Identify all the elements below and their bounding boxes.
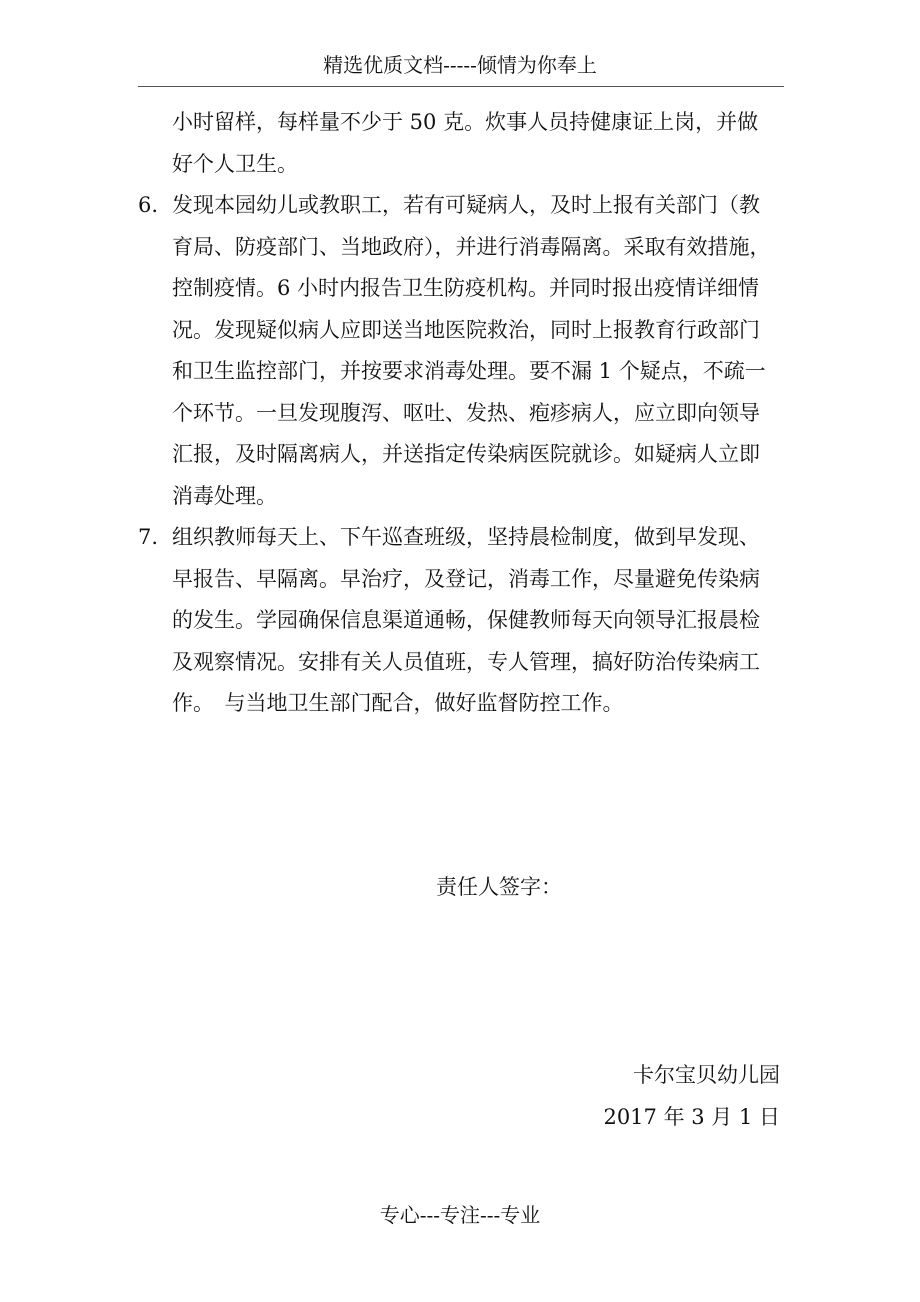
signature-label: 责任人签字： bbox=[436, 875, 562, 899]
page-footer: 专心---专注---专业 bbox=[379, 1203, 541, 1227]
text-line: 发现本园幼儿或教职工，若有可疑病人，及时上报有关部门（教 bbox=[172, 193, 760, 217]
header-divider bbox=[138, 86, 784, 87]
text-line: 汇报，及时隔离病人，并送指定传染病医院就诊。如疑病人立即 bbox=[172, 442, 760, 466]
text-line: 小时留样，每样量不少于 50 克。炊事人员持健康证上岗，并做 bbox=[172, 110, 759, 134]
text-line: 控制疫情。6 小时内报告卫生防疫机构。并同时报出疫情详细情 bbox=[172, 276, 760, 300]
text-line: 组织教师每天上、下午巡查班级，坚持晨检制度，做到早发现、 bbox=[172, 525, 760, 549]
text-line: 消毒处理。 bbox=[172, 483, 277, 508]
text-line: 和卫生监控部门，并按要求消毒处理。要不漏 1 个疑点，不疏一 bbox=[172, 359, 766, 383]
list-item-7 bbox=[138, 517, 798, 725]
text-line: 况。发现疑似病人应即送当地医院救治，同时上报教育行政部门 bbox=[172, 317, 760, 342]
document-date: 2017 年 3 月 1 日 bbox=[603, 1105, 780, 1129]
list-item-number: 6. bbox=[138, 193, 159, 217]
page-header: 精选优质文档-----倾情为你奉上 bbox=[323, 53, 597, 77]
text-line: 好个人卫生。 bbox=[172, 151, 298, 176]
text-line: 育局、防疫部门、当地政府），并进行消毒隔离。采取有效措施， bbox=[172, 234, 771, 259]
list-item-6 bbox=[138, 185, 798, 517]
text-line: 作。 与当地卫生部门配合，做好监督防控工作。 bbox=[172, 691, 624, 715]
text-line: 及观察情况。安排有关人员值班，专人管理，搞好防治传染病工 bbox=[172, 649, 760, 674]
text-line: 个环节。一旦发现腹泻、呕吐、发热、疱疹病人，应立即向领导 bbox=[172, 400, 760, 425]
text-line: 早报告、早隔离。早治疗，及登记，消毒工作，尽量避免传染病 bbox=[172, 566, 760, 591]
organization-name: 卡尔宝贝幼儿园 bbox=[633, 1063, 780, 1087]
text-line: 的发生。学园确保信息渠道通畅，保健教师每天向领导汇报晨检 bbox=[172, 608, 760, 632]
continuation-paragraph bbox=[138, 102, 798, 185]
list-item-number: 7. bbox=[138, 525, 159, 549]
document-body bbox=[138, 102, 798, 725]
